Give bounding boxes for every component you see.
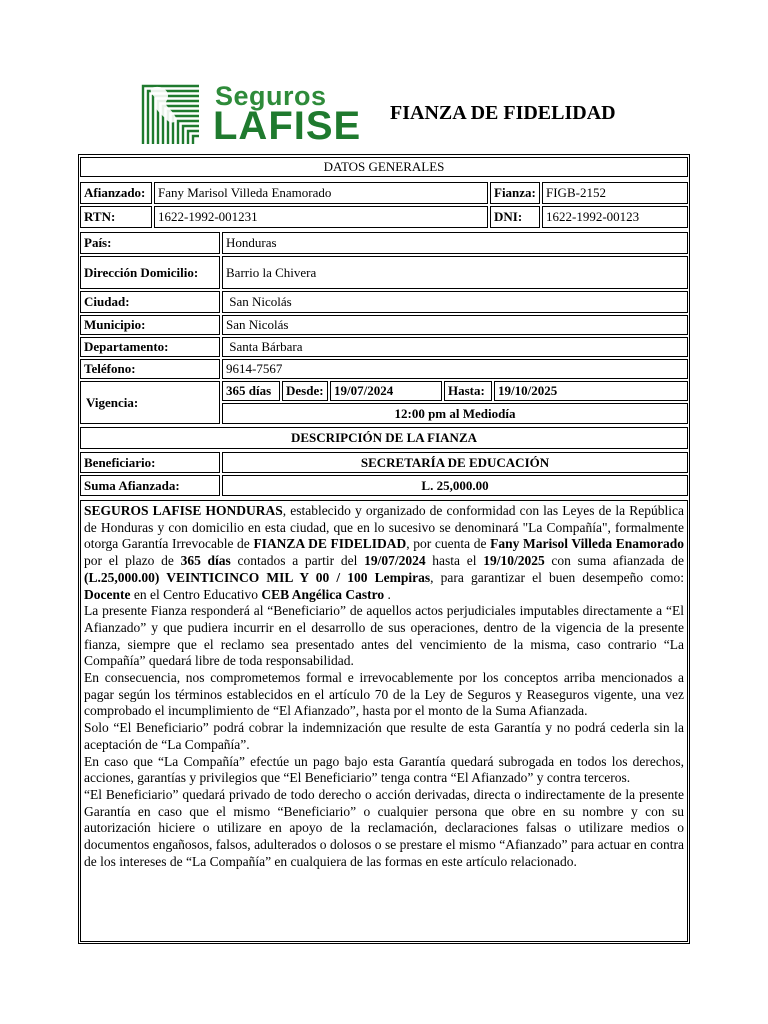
- vigencia-hora: 12:00 pm al Mediodía: [222, 403, 688, 424]
- rtn-value: 1622-1992-001231: [154, 206, 488, 228]
- body-fianza-type: FIANZA DE FIDELIDAD: [253, 536, 407, 552]
- beneficiario-value: SECRETARÍA DE EDUCACIÓN: [222, 452, 688, 473]
- desde-value: 19/07/2024: [330, 381, 442, 401]
- pais-label: País:: [80, 232, 220, 254]
- body-plazo: 365 días: [180, 553, 231, 569]
- desde-label: Desde:: [282, 381, 328, 401]
- dni-label: DNI:: [490, 206, 540, 228]
- dni-value: 1622-1992-00123: [542, 206, 688, 228]
- vigencia-dias: 365 días: [222, 381, 280, 401]
- logo-text-lafise: LAFISE: [213, 104, 362, 148]
- afianzado-label: Afianzado:: [80, 182, 152, 204]
- document-title: FIANZA DE FIDELIDAD: [390, 102, 616, 124]
- logo-text-seguros: Seguros: [215, 81, 327, 111]
- body-paragraph-3: En consecuencia, nos comprometemos formal e irrevocablemente por los conceptos arriba mencionados a pagar según los términos establecidos en el artículo 70 de la Ley de Seguros y Reaseguros vigente, una vez comprobado el incumplimiento de “El Afianzado”, hasta por el monto de la Suma Afianzada.: [84, 670, 684, 719]
- suma-label: Suma Afianzada:: [80, 475, 220, 496]
- body-text: contados a partir del: [230, 553, 365, 569]
- descripcion-heading: DESCRIPCIÓN DE LA FIANZA: [80, 427, 688, 449]
- pais-value: Honduras: [222, 232, 688, 254]
- ciudad-value: San Nicolás: [222, 291, 688, 313]
- rtn-label: RTN:: [80, 206, 152, 228]
- suma-value: L. 25,000.00: [222, 475, 688, 496]
- telefono-value: 9614-7567: [222, 359, 688, 379]
- body-text: en el Centro Educativo: [130, 586, 262, 602]
- body-paragraph-1: [84, 503, 684, 603]
- fianza-value: FIGB-2152: [542, 182, 688, 204]
- body-text: , para garantizar el buen desempeño como:: [430, 569, 684, 585]
- municipio-value: San Nicolás: [222, 315, 688, 335]
- body-centro-educativo: CEB Angélica Castro: [261, 586, 385, 602]
- hasta-value: 19/10/2025: [494, 381, 688, 401]
- body-paragraph-6: “El Beneficiario” quedará privado de todo derecho o acción derivadas, directa o indirectamente de la presente Garantía en caso que el mismo “Beneficiario” o cualquier persona que obre en su nombre y con su autorización hiciere o utilizare en apoyo de la reclamación, declaraciones falsas o utilizare medios o documentos engañosos, falsos, adulterados o dolosos o se prestare el mismo “Afianzado” para actuar en contra de los intereses de “La Compañía” en cualquiera de las formas en este artículo relacionado.: [84, 786, 684, 869]
- telefono-label: Teléfono:: [80, 359, 220, 379]
- body-cargo: Docente: [84, 586, 131, 602]
- body-fecha-fin: 19/10/2025: [483, 553, 545, 569]
- body-text: hasta el: [425, 553, 484, 569]
- municipio-label: Municipio:: [80, 315, 220, 335]
- direccion-label: Dirección Domicilio:: [80, 256, 220, 289]
- body-paragraph-5: En caso que “La Compañía” efectúe un pago bajo esta Garantía quedará subrogada en todos los derechos, acciones, garantías y privilegios que “El Beneficiario” tenga contra “El Afianzado” y contra terceros.: [84, 753, 684, 786]
- afianzado-value: Fany Marisol Villeda Enamorado: [154, 182, 488, 204]
- body-company-name: SEGUROS LAFISE HONDURAS: [84, 503, 283, 518]
- body-text: , por cuenta de: [406, 536, 491, 552]
- body-afianzado-name: Fany Marisol Villeda Enamorado: [490, 536, 684, 552]
- departamento-value: Santa Bárbara: [222, 337, 688, 357]
- body-text: , establecido y organizado de conformidad con las Leyes de la República de Honduras y con domicilio en esta ciudad, que en lo sucesivo se denominará "La Compañía", formalmente otorga Garantía Irrevocable de: [84, 503, 684, 552]
- beneficiario-label: Beneficiario:: [80, 452, 220, 473]
- ciudad-label: Ciudad:: [80, 291, 220, 313]
- body-paragraph-4: Solo “El Beneficiario” podrá cobrar la indemnización que resulte de esta Garantía y no podrá cederla sin la aceptación de “La Compañía”.: [84, 720, 684, 752]
- body-paragraph-2: La presente Fianza responderá al “Beneficiario” de aquellos actos perjudiciales imputables directamente a “El Afianzado” y que pudiera incurrir en el desarrollo de sus operaciones, dentro de la vigencia de la presente fianza, siempre que el reclamo sea presentado antes del vencimiento de la misma, caso contrario “La Compañía” quedará libre de toda responsabilidad.: [84, 603, 684, 669]
- body-text: por el plazo de: [84, 553, 181, 569]
- body-fecha-inicio: 19/07/2024: [364, 553, 426, 569]
- body-text: .: [384, 586, 391, 602]
- body-text: con suma afianzada de: [544, 553, 685, 569]
- company-logo: [141, 81, 362, 148]
- fianza-body-text: [80, 500, 688, 942]
- lafise-globe-logo-icon: [141, 82, 201, 146]
- hasta-label: Hasta:: [444, 381, 492, 401]
- direccion-value: Barrio la Chivera: [222, 256, 688, 289]
- general-heading: DATOS GENERALES: [80, 157, 688, 177]
- departamento-label: Departamento:: [80, 337, 220, 357]
- fianza-label: Fianza:: [490, 182, 540, 204]
- vigencia-label: Vigencia:: [80, 381, 220, 424]
- body-suma-afianzada: (L.25,000.00) VEINTICINCO MIL Y 00 / 100 Lempiras: [84, 569, 431, 585]
